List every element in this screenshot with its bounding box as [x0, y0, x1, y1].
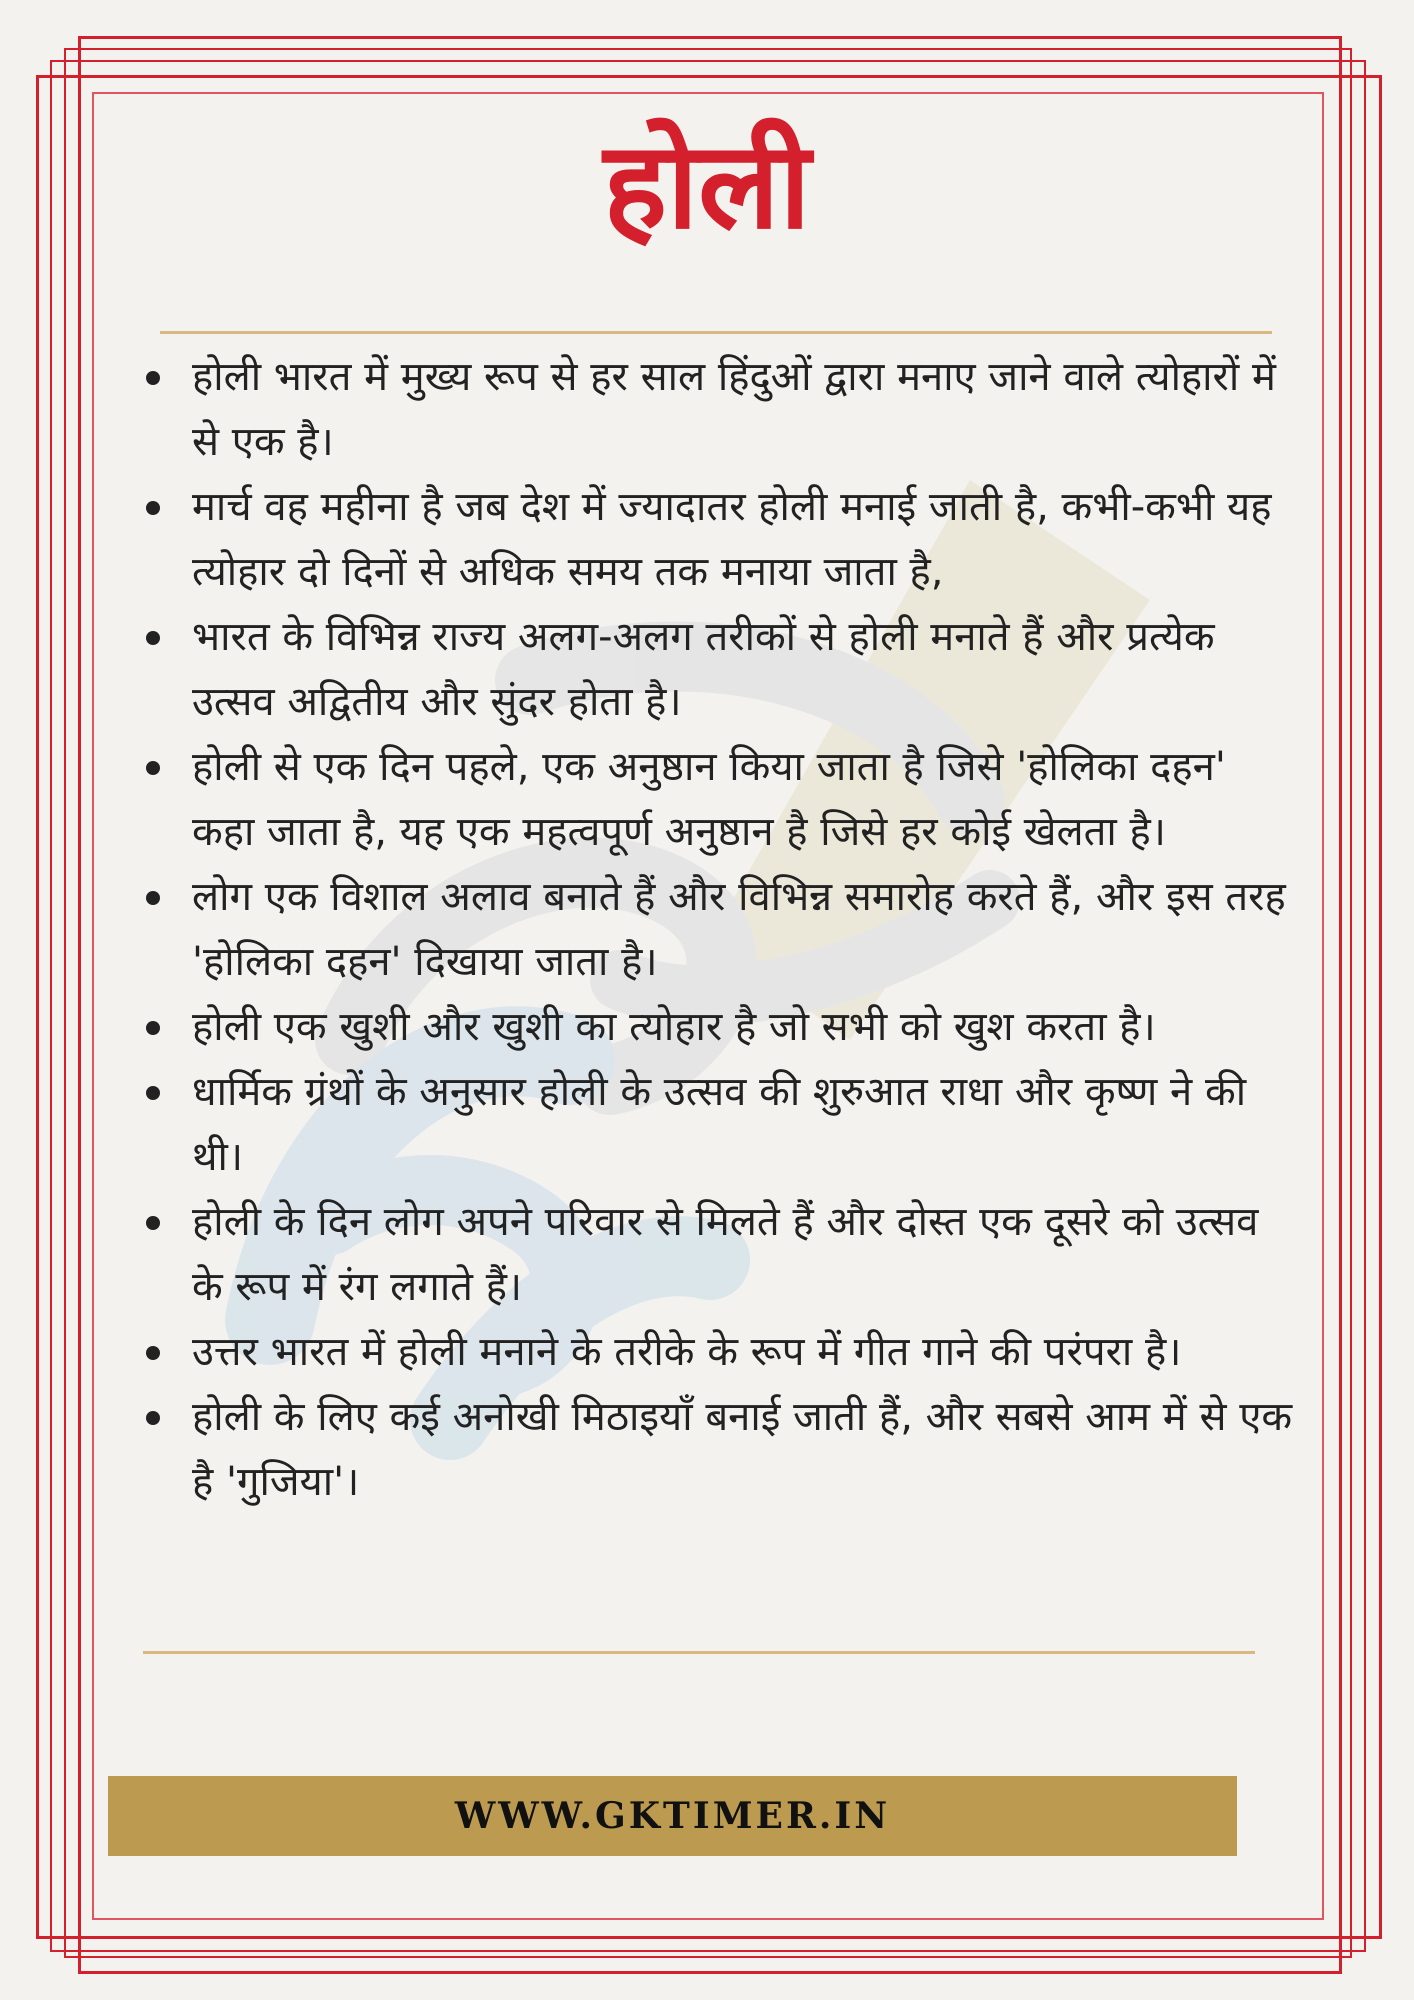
page-title: होली: [603, 117, 811, 256]
list-item: [140, 345, 1300, 475]
list-item-text: होली के लिए कई अनोखी मिठाइयाँ बनाई जाती हैं, और सबसे आम में से एक है 'गुजिया'।: [192, 1394, 1293, 1505]
bullet-icon: [146, 501, 160, 515]
bullet-icon: [146, 371, 160, 385]
website-label: WWW.GKTIMER.IN: [454, 1795, 891, 1837]
top-divider: [160, 331, 1272, 334]
footer-banner: [108, 1776, 1237, 1856]
list-item: [140, 605, 1300, 735]
bottom-divider: [143, 1651, 1255, 1654]
list-item-text: होली से एक दिन पहले, एक अनुष्ठान किया जाता है जिसे 'होलिका दहन' कहा जाता है, यह एक महत्वपूर्ण अनुष्ठान है जिसे हर कोई खेलता है।: [192, 744, 1226, 855]
list-item: [140, 995, 1300, 1060]
list-item-text: होली भारत में मुख्य रूप से हर साल हिंदुओं द्वारा मनाए जाने वाले त्योहारों में से एक है।: [192, 354, 1276, 465]
list-item-text: होली के दिन लोग अपने परिवार से मिलते हैं और दोस्त एक दूसरे को उत्सव के रूप में रंग लगाते हैं।: [192, 1199, 1259, 1310]
list-item-text: मार्च वह महीना है जब देश में ज्यादातर होली मनाई जाती है, कभी-कभी यह त्योहार दो दिनों से अधिक समय तक मनाया जाता है,: [192, 484, 1272, 595]
bullet-icon: [146, 1086, 160, 1100]
bullet-icon: [146, 761, 160, 775]
list-item: [140, 1190, 1300, 1320]
bullet-icon: [146, 631, 160, 645]
list-item-text: भारत के विभिन्न राज्य अलग-अलग तरीकों से होली मनाते हैं और प्रत्येक उत्सव अद्वितीय और सुंदर होता है।: [192, 614, 1215, 725]
list-item-text: होली एक खुशी और खुशी का त्योहार है जो सभी को खुश करता है।: [192, 1004, 1156, 1050]
bullet-icon: [146, 1346, 160, 1360]
list-item: [140, 735, 1300, 865]
bullet-icon: [146, 1021, 160, 1035]
list-item: [140, 1385, 1300, 1515]
list-item-text: उत्तर भारत में होली मनाने के तरीके के रूप में गीत गाने की परंपरा है।: [192, 1329, 1182, 1375]
list-item-text: धार्मिक ग्रंथों के अनुसार होली के उत्सव की शुरुआत राधा और कृष्ण ने की थी।: [192, 1069, 1247, 1180]
list-item: [140, 1320, 1300, 1385]
list-item: [140, 1060, 1300, 1190]
bullet-icon: [146, 891, 160, 905]
bullet-icon: [146, 1411, 160, 1425]
list-item: [140, 865, 1300, 995]
points-list: [140, 345, 1300, 1515]
list-item-text: लोग एक विशाल अलाव बनाते हैं और विभिन्न समारोह करते हैं, और इस तरह 'होलिका दहन' दिखाया जाता है।: [192, 874, 1286, 985]
list-item: [140, 475, 1300, 605]
bullet-icon: [146, 1216, 160, 1230]
